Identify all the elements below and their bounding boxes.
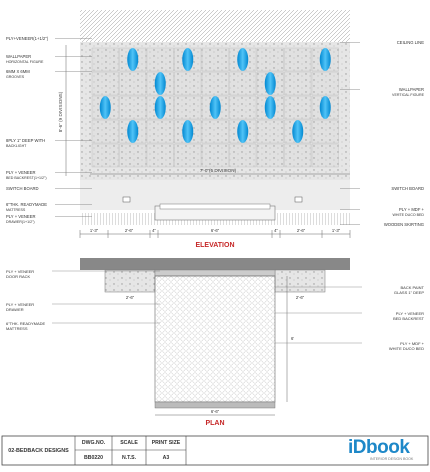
wall-panel [147,48,174,71]
logo-tagline: INTERIOR DESIGN BOOK [370,457,414,461]
elevation-title: ELEVATION [195,242,235,249]
wall-panel [202,48,229,71]
wall-panel [120,96,147,119]
mattress [160,204,270,209]
plan-label-right: PLY + VENEER [395,311,424,316]
vertical-division-text: 8'-6" (9 DIVISIONS) [58,91,63,133]
plan-dim-label: 2'-6" [295,295,305,300]
wall-panel [120,72,147,95]
wall-panel [257,120,284,143]
plan-side-unit-left [105,270,155,292]
backlit-oval [182,48,193,71]
elevation-dim-label: 6'-6" [210,228,220,233]
elevation-label-right: PLY + MDF + [399,207,424,212]
scale-label: SCALE [120,440,138,446]
elevation-dim-label: 4" [274,228,278,233]
scale-value: N.T.S. [121,454,137,461]
bedback-panels [92,48,339,167]
plan-label-left: DRAWER [6,307,24,312]
elevation-label-right: WALLPAPER [398,87,424,92]
wall-panel [92,144,119,167]
backlit-oval [320,48,331,71]
plan-dim-label: 6' [291,336,295,341]
wall-panel [285,72,312,95]
elevation-label-right: VERTICAL FIGURE [392,93,424,97]
wall-panel [92,120,119,143]
elevation-label-left: 6MM X 6MM [6,69,30,74]
elevation-dim-label: 1'-3" [89,228,99,233]
elevation-label-left: HORIZONTAL FIGURE [6,60,44,64]
plan-mattress [155,276,275,402]
backlit-oval [320,96,331,119]
wall-panel [285,144,312,167]
elevation-label-left: MATTRESS [6,208,26,212]
wall-panel [257,48,284,71]
wall-panel [312,120,339,143]
elevation-label-left: PLY+VENEER(1+1/2") [6,36,49,41]
plan-label-right: WHITE DUCO BED [388,346,424,351]
print-size-label: PRINT SIZE [151,440,181,446]
wall-panel [230,144,257,167]
backlit-oval [237,48,248,71]
plan-label-right: BED BACKREST [393,316,424,321]
wall-panel [92,72,119,95]
wall-panel [285,96,312,119]
plan-label-right: PLY + MDF + [400,341,424,346]
elevation-label-left: GROOVES [6,75,25,79]
wall-panel [92,48,119,71]
elevation-label-left: SWITCH BOARD [6,186,39,191]
wall-panel [175,144,202,167]
elevation-label-left: DRAWER(1+1/2") [6,220,35,224]
elevation-dim-label: 1'-3" [331,228,341,233]
backlit-oval [265,72,276,95]
elevation-dim-label: 4" [152,228,156,233]
wall-panel [285,48,312,71]
backlit-oval [127,48,138,71]
plan-side-unit-right [275,270,325,292]
elevation-label-right: SWITCH BOARD [391,186,424,191]
backlit-oval [127,120,138,143]
dwg-no-label: DWG.NO. [81,440,106,446]
elevation-label-left: PLY + VENEER [6,214,36,219]
backlit-oval [292,120,303,143]
idbook-logo [348,437,426,463]
backlit-oval [155,72,166,95]
wall-panel [230,96,257,119]
wall-panel [312,144,339,167]
elevation-label-left: PLY + VENEER [6,170,36,175]
plan-wall [80,258,350,270]
plan-label-left: PLY + VENEER [6,269,35,274]
wall-panel [230,72,257,95]
backlit-oval [155,96,166,119]
elevation-labels-right [340,40,425,227]
drawing-name: 02-BEDBACK DESIGNS [8,447,69,454]
elevation-label-left: 8PLY 1" DEEP WITH [6,138,46,143]
plan-bed-foot [155,402,275,408]
backlit-oval [210,96,221,119]
elevation-dimensions [80,228,350,238]
plan-title: PLAN [205,420,225,427]
elevation-labels-left [6,36,92,224]
switch-board-left [123,197,130,202]
plan-label-right: GLASS 1" DEEP [393,290,424,295]
wall-panel [175,96,202,119]
backlit-oval [265,96,276,119]
elevation-label-right: WOODEN SKIRTING [383,222,424,227]
wall-panel [202,144,229,167]
plan-view [6,258,425,427]
logo-wordmark: iDbook [348,437,410,458]
wall-panel [257,144,284,167]
elevation-label-left: WALLPAPER [6,54,32,59]
wall-panel [175,72,202,95]
switch-board-right [295,197,302,202]
wall-panel [120,144,147,167]
backlit-oval [237,120,248,143]
wall-panel [312,72,339,95]
horizontal-division-text: 7'-0"(5 DIVISION) [199,168,237,173]
elevation-label-left: BACKLIGHT [6,144,27,148]
backlit-oval [100,96,111,119]
backlit-oval [182,120,193,143]
elevation-label-left: BED BACKREST(1+1/2") [6,176,47,180]
plan-label-left: 6"THK. READYMADE [6,321,46,326]
wall-panel [202,72,229,95]
elevation-label-right: WHITE DUCO BED [392,213,424,217]
plan-label-left: PLY + VENEER [6,302,35,307]
wall-panel [202,120,229,143]
plan-backrest [155,270,275,276]
elevation-dim-label: 2'-6" [296,228,306,233]
print-size-value: A3 [162,454,170,461]
elevation-label-left: 6"THK. READYMADE [6,202,48,207]
elevation-label-right: CEILING LINE [396,40,424,45]
wall-panel [147,144,174,167]
elevation-dim-label: 2'-6" [124,228,134,233]
plan-label-left: DOOR RACK [6,274,31,279]
ceiling-slab [80,10,350,42]
elevation-view [6,10,425,249]
plan-dim-label: 6'-6" [210,409,220,414]
wall-panel [147,120,174,143]
dwg-no-value: BB0220 [83,454,104,461]
plan-dim-label: 2'-6" [125,295,135,300]
plan-label-right: BACK PAINT [400,285,424,290]
plan-label-left: MATTRESS [6,326,28,331]
